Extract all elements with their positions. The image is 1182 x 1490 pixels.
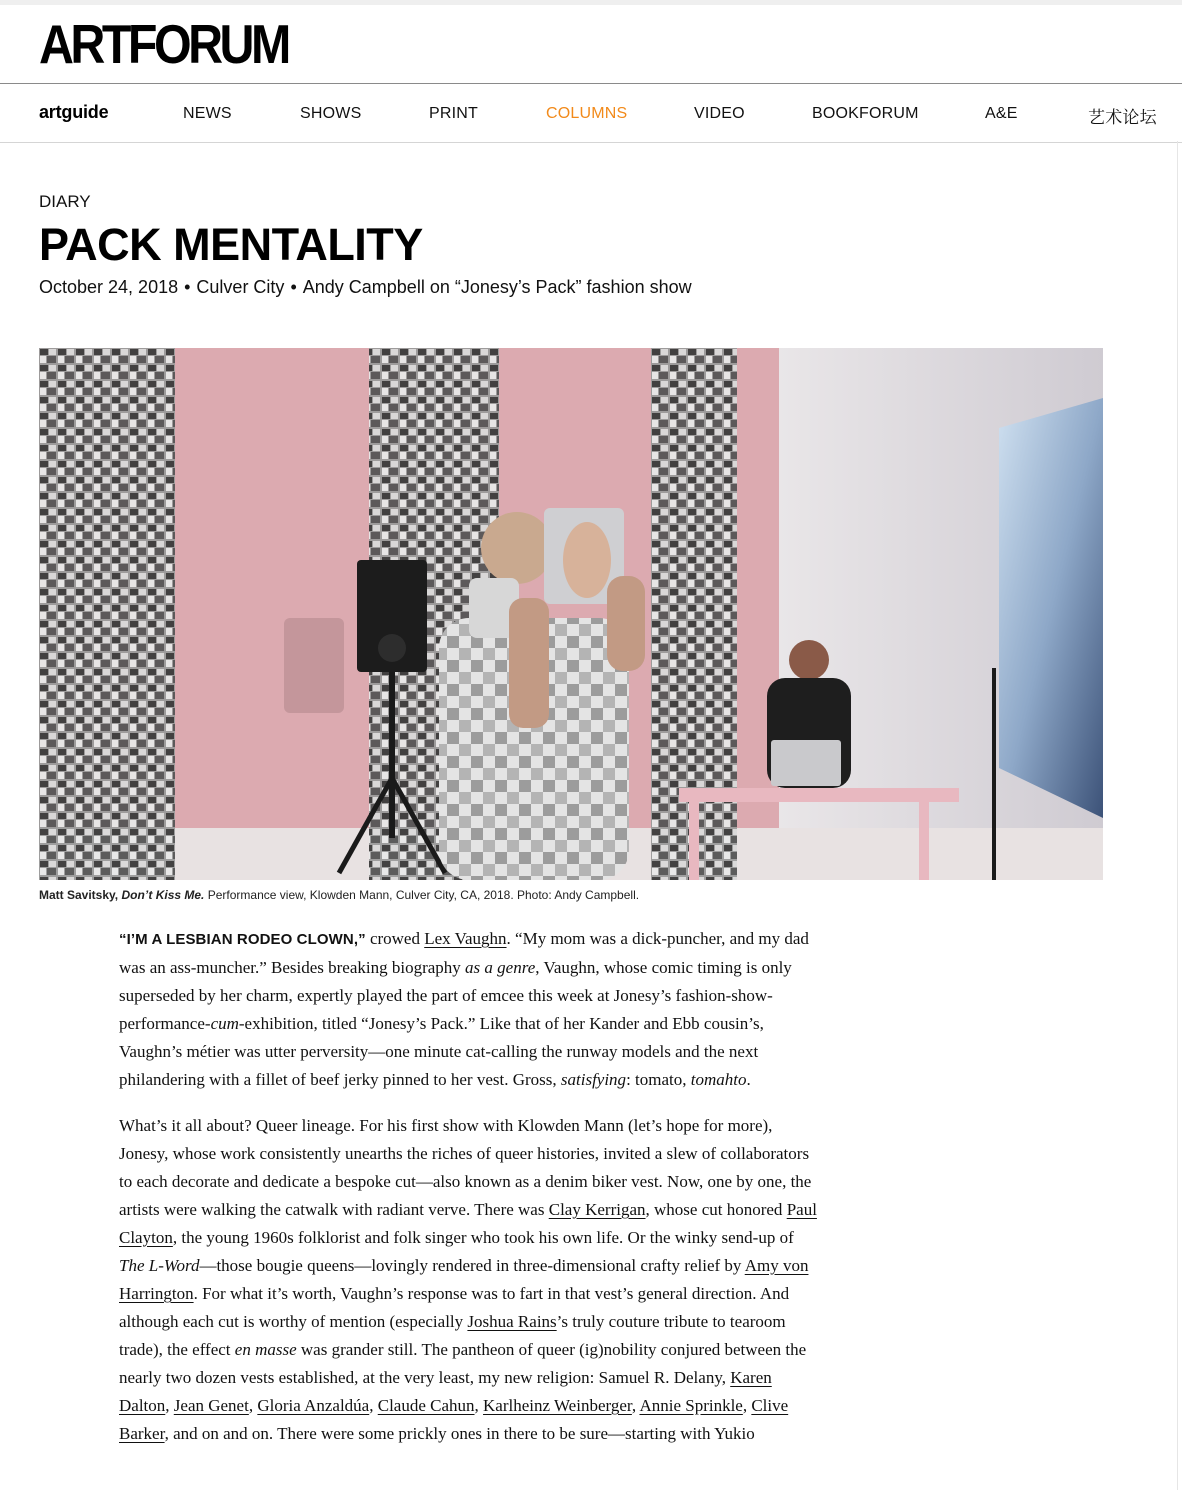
main-nav <box>0 83 1182 143</box>
link-joshua-rains[interactable]: Joshua Rains <box>467 1312 557 1331</box>
text-run: , <box>474 1396 484 1415</box>
emphasis: satisfying <box>560 1070 627 1089</box>
caption-work-title: Don’t Kiss Me. <box>121 888 205 902</box>
top-strip <box>0 0 1182 5</box>
text-run: What’s it all about? Queer lineage. For his first show with Klowden Mann (let’s hope for more), Jonesy, whose work consistently unearths the riches of queer histories, invited a slew of collaborators to each decorate and dedicate a bespoke cut—also known as a denim biker vest. Now, one by one, the artists were walking the catwalk with radiant verve. There was <box>119 1116 812 1219</box>
article-photo <box>39 348 1103 880</box>
link-jean-genet[interactable]: Jean Genet <box>173 1396 249 1415</box>
nav-item-shows[interactable]: SHOWS <box>300 105 362 122</box>
article-location: Culver City <box>196 277 285 297</box>
nav-item-chinese[interactable]: 艺术论坛 <box>1088 108 1157 128</box>
nav-artguide-link[interactable]: artguide <box>39 102 109 122</box>
article-body <box>119 925 819 1466</box>
link-annie-sprinkle[interactable]: Annie Sprinkle <box>639 1396 743 1415</box>
emphasis: The L-Word <box>119 1256 200 1275</box>
link-lex-vaughn[interactable]: Lex Vaughn <box>424 929 507 948</box>
text-run: , whose cut honored <box>645 1200 787 1219</box>
article-byline: Andy Campbell on “Jonesy’s Pack” fashion show <box>302 277 692 297</box>
paragraph-1 <box>119 925 819 1094</box>
text-run: , Vaughn, whose comic timing is only superseded by her charm, expertly played the part of emcee this week at Jonesy’s fashion-show-performance- <box>119 958 792 1033</box>
link-gloria-anzaldua[interactable]: Gloria Anzaldúa <box>257 1396 370 1415</box>
text-run: was grander still. The pantheon of queer (ig)nobility conjured between the nearly two dozen vests established, at the very least, my new religion: Samuel R. Delany, <box>119 1340 807 1387</box>
caption-details: Performance view, Klowden Mann, Culver City, CA, 2018. Photo: Andy Campbell. <box>207 888 640 902</box>
link-paul-clayton[interactable]: Paul Clayton <box>119 1200 817 1247</box>
nav-item-video[interactable]: VIDEO <box>694 105 745 122</box>
text-run: , the young 1960s folklorist and folk singer who took his own life. Or the winky send-up of <box>172 1228 794 1247</box>
dateline-separator: • <box>184 277 191 297</box>
text-run: —those bougie queens—lovingly rendered in three-dimensional crafty relief by <box>199 1256 745 1275</box>
emphasis: cum <box>210 1014 239 1033</box>
link-clive-barker[interactable]: Clive Barker <box>119 1396 789 1443</box>
text-run: : tomato, <box>626 1070 691 1089</box>
text-run: , <box>248 1396 258 1415</box>
article-date: October 24, 2018 <box>39 277 179 297</box>
paragraph-2 <box>119 1112 819 1448</box>
text-run: , <box>165 1396 174 1415</box>
artforum-logo[interactable]: ARTFORUM <box>39 13 288 75</box>
article-dateline <box>39 277 692 298</box>
article-kicker[interactable]: DIARY <box>39 192 91 211</box>
page-edge-rule <box>1177 141 1178 1490</box>
nav-item-bookforum[interactable]: BOOKFORUM <box>812 105 919 122</box>
emphasis: en masse <box>234 1340 297 1359</box>
text-run: . <box>746 1070 751 1089</box>
article-title: PACK MENTALITY <box>39 219 423 270</box>
text-run: . For what it’s worth, Vaughn’s response was to fart in that vest’s general direction. And although each cut is worthy of mention (especially <box>119 1284 790 1331</box>
text-run: , <box>369 1396 378 1415</box>
link-claude-cahun[interactable]: Claude Cahun <box>377 1396 475 1415</box>
nav-item-columns[interactable]: COLUMNS <box>546 105 628 122</box>
nav-item-print[interactable]: PRINT <box>429 105 478 122</box>
text-run: crowed <box>365 929 425 948</box>
dateline-separator: • <box>290 277 297 297</box>
link-karen-dalton[interactable]: Karen Dalton <box>119 1368 772 1415</box>
text-run: . “My mom was a dick-puncher, and my dad was an ass-muncher.” Besides breaking biography <box>119 929 809 977</box>
text-run: , and on and on. There were some prickly ones in there to be sure—starting with Yukio <box>164 1424 755 1443</box>
photo-caption <box>39 888 639 902</box>
link-karlheinz-weinberger[interactable]: Karlheinz Weinberger <box>483 1396 632 1415</box>
lede-text: “I’M A LESBIAN RODEO CLOWN,” <box>119 931 366 948</box>
text-run: ’s truly couture tribute to tearoom trade), the effect <box>119 1312 786 1359</box>
nav-item-news[interactable]: NEWS <box>183 105 232 122</box>
caption-artist: Matt Savitsky, <box>39 888 119 902</box>
text-run: -exhibition, titled “Jonesy’s Pack.” Like that of her Kander and Ebb cousin’s, Vaughn’s métier was utter perversity—one minute cat-calling the runway models and the next philandering with a fillet of beef jerky pinned to her vest. Gross, <box>119 1014 764 1089</box>
link-clay-kerrigan[interactable]: Clay Kerrigan <box>548 1200 646 1219</box>
link-amy-von-harrington[interactable]: Amy von Harrington <box>119 1256 809 1303</box>
emphasis: tomahto <box>690 1070 747 1089</box>
emphasis: as a genre <box>465 958 536 977</box>
nav-item-ae[interactable]: A&E <box>985 105 1018 122</box>
text-run: , <box>742 1396 752 1415</box>
performance-photo-illustration <box>39 348 1103 880</box>
text-run: , <box>631 1396 640 1415</box>
